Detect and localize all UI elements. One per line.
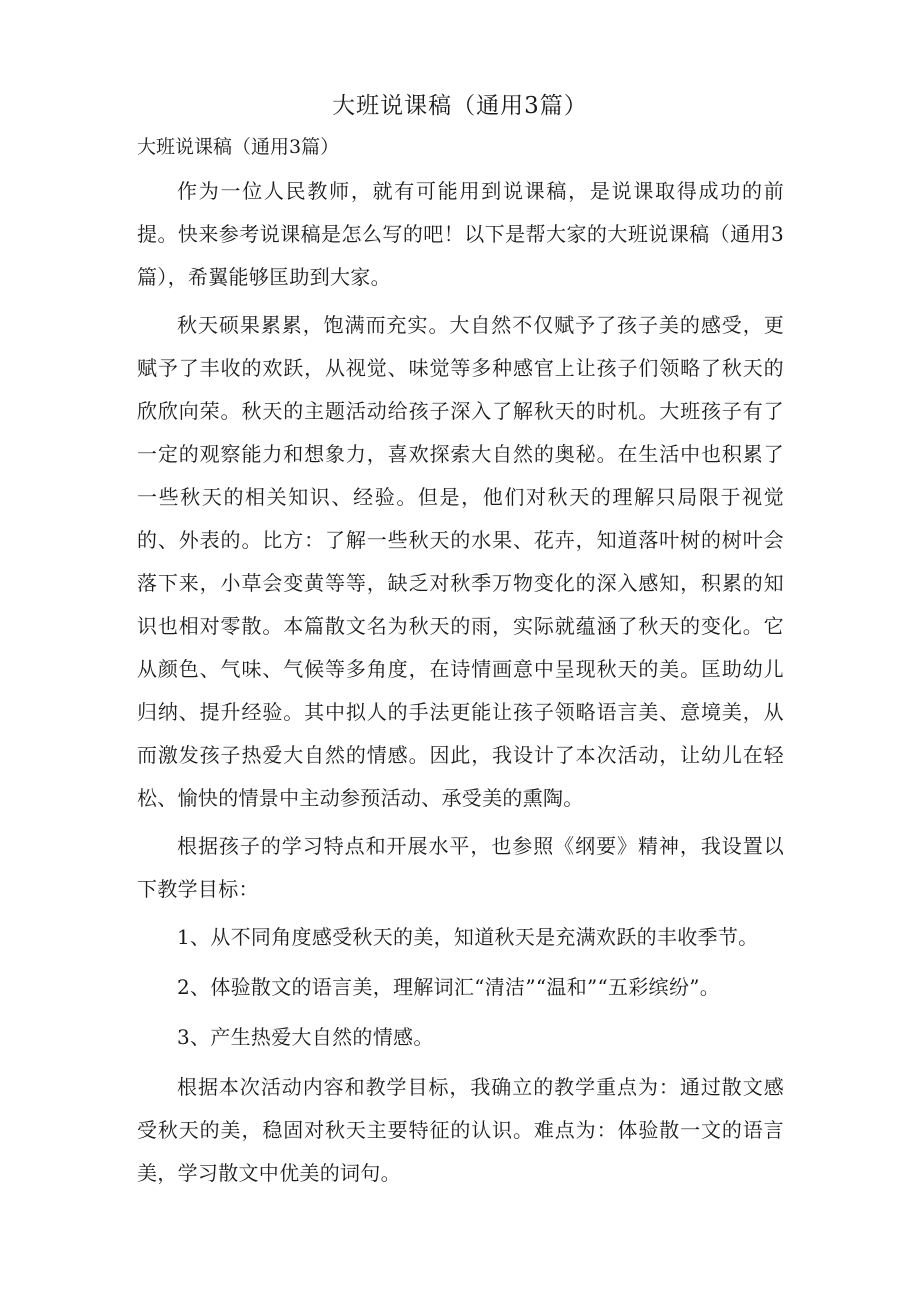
document-title: 大班说课稿（通用3篇） [332,93,588,119]
document-body [137,170,784,1200]
goal-item-3: 3、产生热爱大自然的情感。 [177,1025,434,1049]
paragraph-intro: 作为一位人民教师，就有可能用到说课稿，是说课取得成功的前提。快来参考说课稿是怎么写的吧！以下是帮大家的大班说课稿（通用3篇），希翼能够匡助到大家。 [137,179,784,289]
goal-item-2: 2、体验散文的语言美，理解词汇“清洁”“温和”“五彩缤纷”。 [177,975,721,999]
document-subtitle: 大班说课稿（通用3篇） [137,136,340,158]
goal-item-1: 1、从不同角度感受秋天的美，知道秋天是充满欢跃的丰收季节。 [177,925,759,949]
paragraph-key-points: 根据本次活动内容和教学目标，我确立的教学重点为：通过散文感受秋天的美，稳固对秋天主要特征的认识。难点为：体验散一文的语言美，学习散文中优美的词句。 [137,1075,784,1185]
paragraph-goals-intro: 根据孩子的学习特点和开展水平，也参照《纲要》精神，我设置以下教学目标： [137,834,784,901]
paragraph-background: 秋天硕果累累，饱满而充实。大自然不仅赋予了孩子美的感受，更赋予了丰收的欢跃，从视觉、味觉等多种感官上让孩子们领略了秋天的欣欣向荣。秋天的主题活动给孩子深入了解秋天的时机。大班孩子有了一定的观察能力和想象力，喜欢探索大自然的奥秘。在生活中也积累了一些秋天的相关知识、经验。但是，他们对秋天的理解只局限于视觉的、外表的。比方：了解一些秋天的水果、花卉，知道落叶树的树叶会落下来，小草会变黄等等，缺乏对秋季万物变化的深入感知，积累的知识也相对零散。本篇散文名为秋天的雨，实际就蕴涵了秋天的变化。它从颜色、气味、气候等多角度，在诗情画意中呈现秋天的美。匡助幼儿归纳、提升经验。其中拟人的手法更能让孩子领略语言美、意境美，从而激发孩子热爱大自然的情感。因此，我设计了本次活动，让幼儿在轻松、愉快的情景中主动参预活动、承受美的熏陶。 [137,313,784,810]
